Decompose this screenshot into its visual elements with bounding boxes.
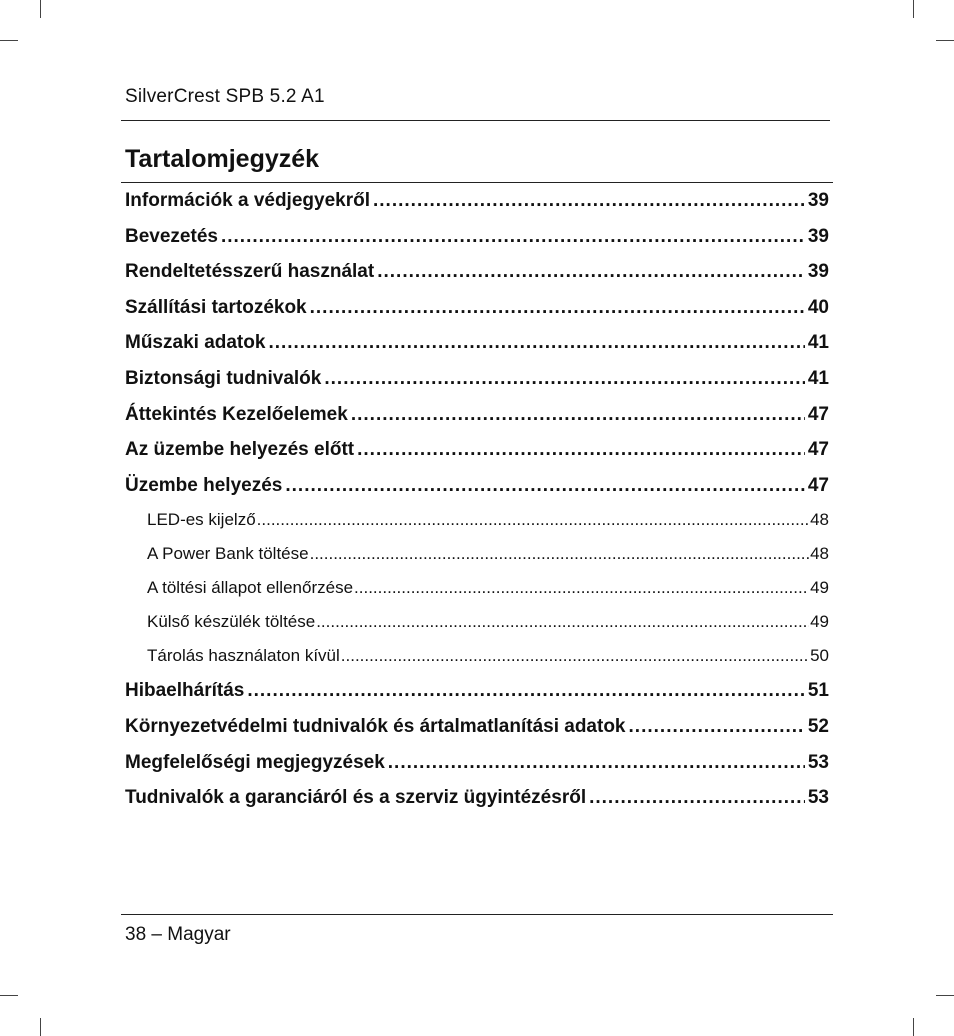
toc-entry-label: Bevezetés	[125, 225, 218, 247]
toc-entry[interactable]	[125, 254, 829, 290]
toc-entry[interactable]	[125, 468, 829, 504]
toc-leader-dots	[324, 361, 805, 397]
toc-entry-page: 53	[807, 751, 829, 773]
crop-mark	[913, 0, 914, 18]
toc-entry-label: Tudnivalók a garanciáról és a szerviz ügyintézésről	[125, 787, 587, 809]
table-of-contents	[125, 183, 829, 816]
toc-entry-page: 41	[807, 367, 829, 389]
toc-entry[interactable]	[125, 673, 829, 709]
toc-leader-dots	[310, 537, 809, 571]
toc-leader-dots	[268, 325, 804, 361]
toc-leader-dots	[341, 639, 809, 673]
toc-leader-dots	[357, 432, 805, 468]
toc-entry-page: 41	[807, 332, 829, 354]
toc-entry-page: 49	[810, 612, 829, 632]
crop-mark	[936, 995, 954, 996]
toc-entry[interactable]	[125, 432, 829, 468]
toc-entry-page: 40	[807, 296, 829, 318]
toc-entry[interactable]	[125, 503, 829, 537]
toc-entry-label: Információk a védjegyekről	[125, 190, 370, 211]
toc-entry-page: 39	[807, 261, 829, 283]
toc-entry[interactable]	[125, 571, 829, 605]
toc-entry-label: LED-es kijelző	[147, 510, 256, 530]
toc-entry-label: Környezetvédelmi tudnivalók és ártalmatlanítási adatok	[125, 715, 626, 737]
toc-entry-page: 47	[807, 474, 829, 496]
toc-leader-dots	[351, 397, 805, 433]
toc-entry-label: Üzembe helyezés	[125, 474, 283, 496]
toc-entry-page: 49	[810, 578, 829, 598]
toc-entry-page: 39	[807, 190, 829, 211]
toc-entry-label: Hibaelhárítás	[125, 680, 245, 702]
crop-mark	[913, 1018, 914, 1036]
toc-entry-label: A töltési állapot ellenőrzése	[147, 578, 354, 598]
page-footer: 38 – Magyar	[125, 924, 231, 945]
crop-mark	[0, 995, 18, 996]
toc-entry-label: Megfelelőségi megjegyzések	[125, 751, 385, 773]
header-rule	[121, 120, 830, 121]
toc-entry-label: Műszaki adatok	[125, 332, 266, 354]
toc-entry-label: Az üzembe helyezés előtt	[125, 439, 355, 461]
toc-entry[interactable]	[125, 639, 829, 673]
toc-entry[interactable]	[125, 397, 829, 433]
toc-entry[interactable]	[125, 709, 829, 745]
toc-leader-dots	[247, 673, 805, 709]
page-header: SilverCrest SPB 5.2 A1	[125, 86, 325, 107]
toc-leader-dots	[354, 571, 809, 605]
toc-entry[interactable]	[125, 537, 829, 571]
toc-leader-dots	[589, 780, 805, 816]
toc-entry-label: A Power Bank töltése	[147, 544, 309, 564]
crop-mark	[40, 1018, 41, 1036]
toc-entry-label: Szállítási tartozékok	[125, 296, 307, 318]
toc-leader-dots	[257, 503, 809, 537]
toc-leader-dots	[285, 468, 805, 504]
crop-mark	[936, 40, 954, 41]
footer-rule	[121, 914, 833, 915]
toc-entry-label: Külső készülék töltése	[147, 612, 316, 632]
toc-entry[interactable]	[125, 290, 829, 326]
toc-entry[interactable]	[125, 219, 829, 255]
toc-leader-dots	[316, 605, 809, 639]
toc-entry-page: 50	[810, 646, 829, 666]
toc-entry-page: 39	[807, 225, 829, 247]
toc-leader-dots	[310, 290, 805, 326]
toc-entry-page: 51	[807, 680, 829, 702]
toc-entry-page: 48	[810, 544, 829, 564]
toc-entry-label: Áttekintés Kezelőelemek	[125, 403, 348, 425]
toc-leader-dots	[377, 254, 805, 290]
crop-mark	[0, 40, 18, 41]
toc-entry-page: 47	[807, 403, 829, 425]
toc-entry[interactable]	[125, 745, 829, 781]
toc-leader-dots	[388, 745, 805, 781]
toc-entry-page: 52	[807, 715, 829, 737]
toc-entry-page: 47	[807, 439, 829, 461]
toc-entry-page: 48	[810, 510, 829, 530]
toc-entry[interactable]	[125, 325, 829, 361]
toc-leader-dots	[373, 183, 805, 219]
toc-leader-dots	[221, 219, 805, 255]
toc-entry[interactable]	[125, 361, 829, 397]
toc-entry-page: 53	[807, 787, 829, 809]
toc-entry-label: Tárolás használaton kívül	[147, 646, 340, 666]
toc-entry-label: Rendeltetésszerű használat	[125, 261, 375, 283]
toc-entry[interactable]	[125, 183, 829, 219]
toc-entry[interactable]	[125, 780, 829, 816]
page-title: Tartalomjegyzék	[125, 145, 320, 173]
toc-entry[interactable]	[125, 605, 829, 639]
toc-leader-dots	[629, 709, 805, 745]
toc-entry-label: Biztonsági tudnivalók	[125, 367, 322, 389]
crop-mark	[40, 0, 41, 18]
